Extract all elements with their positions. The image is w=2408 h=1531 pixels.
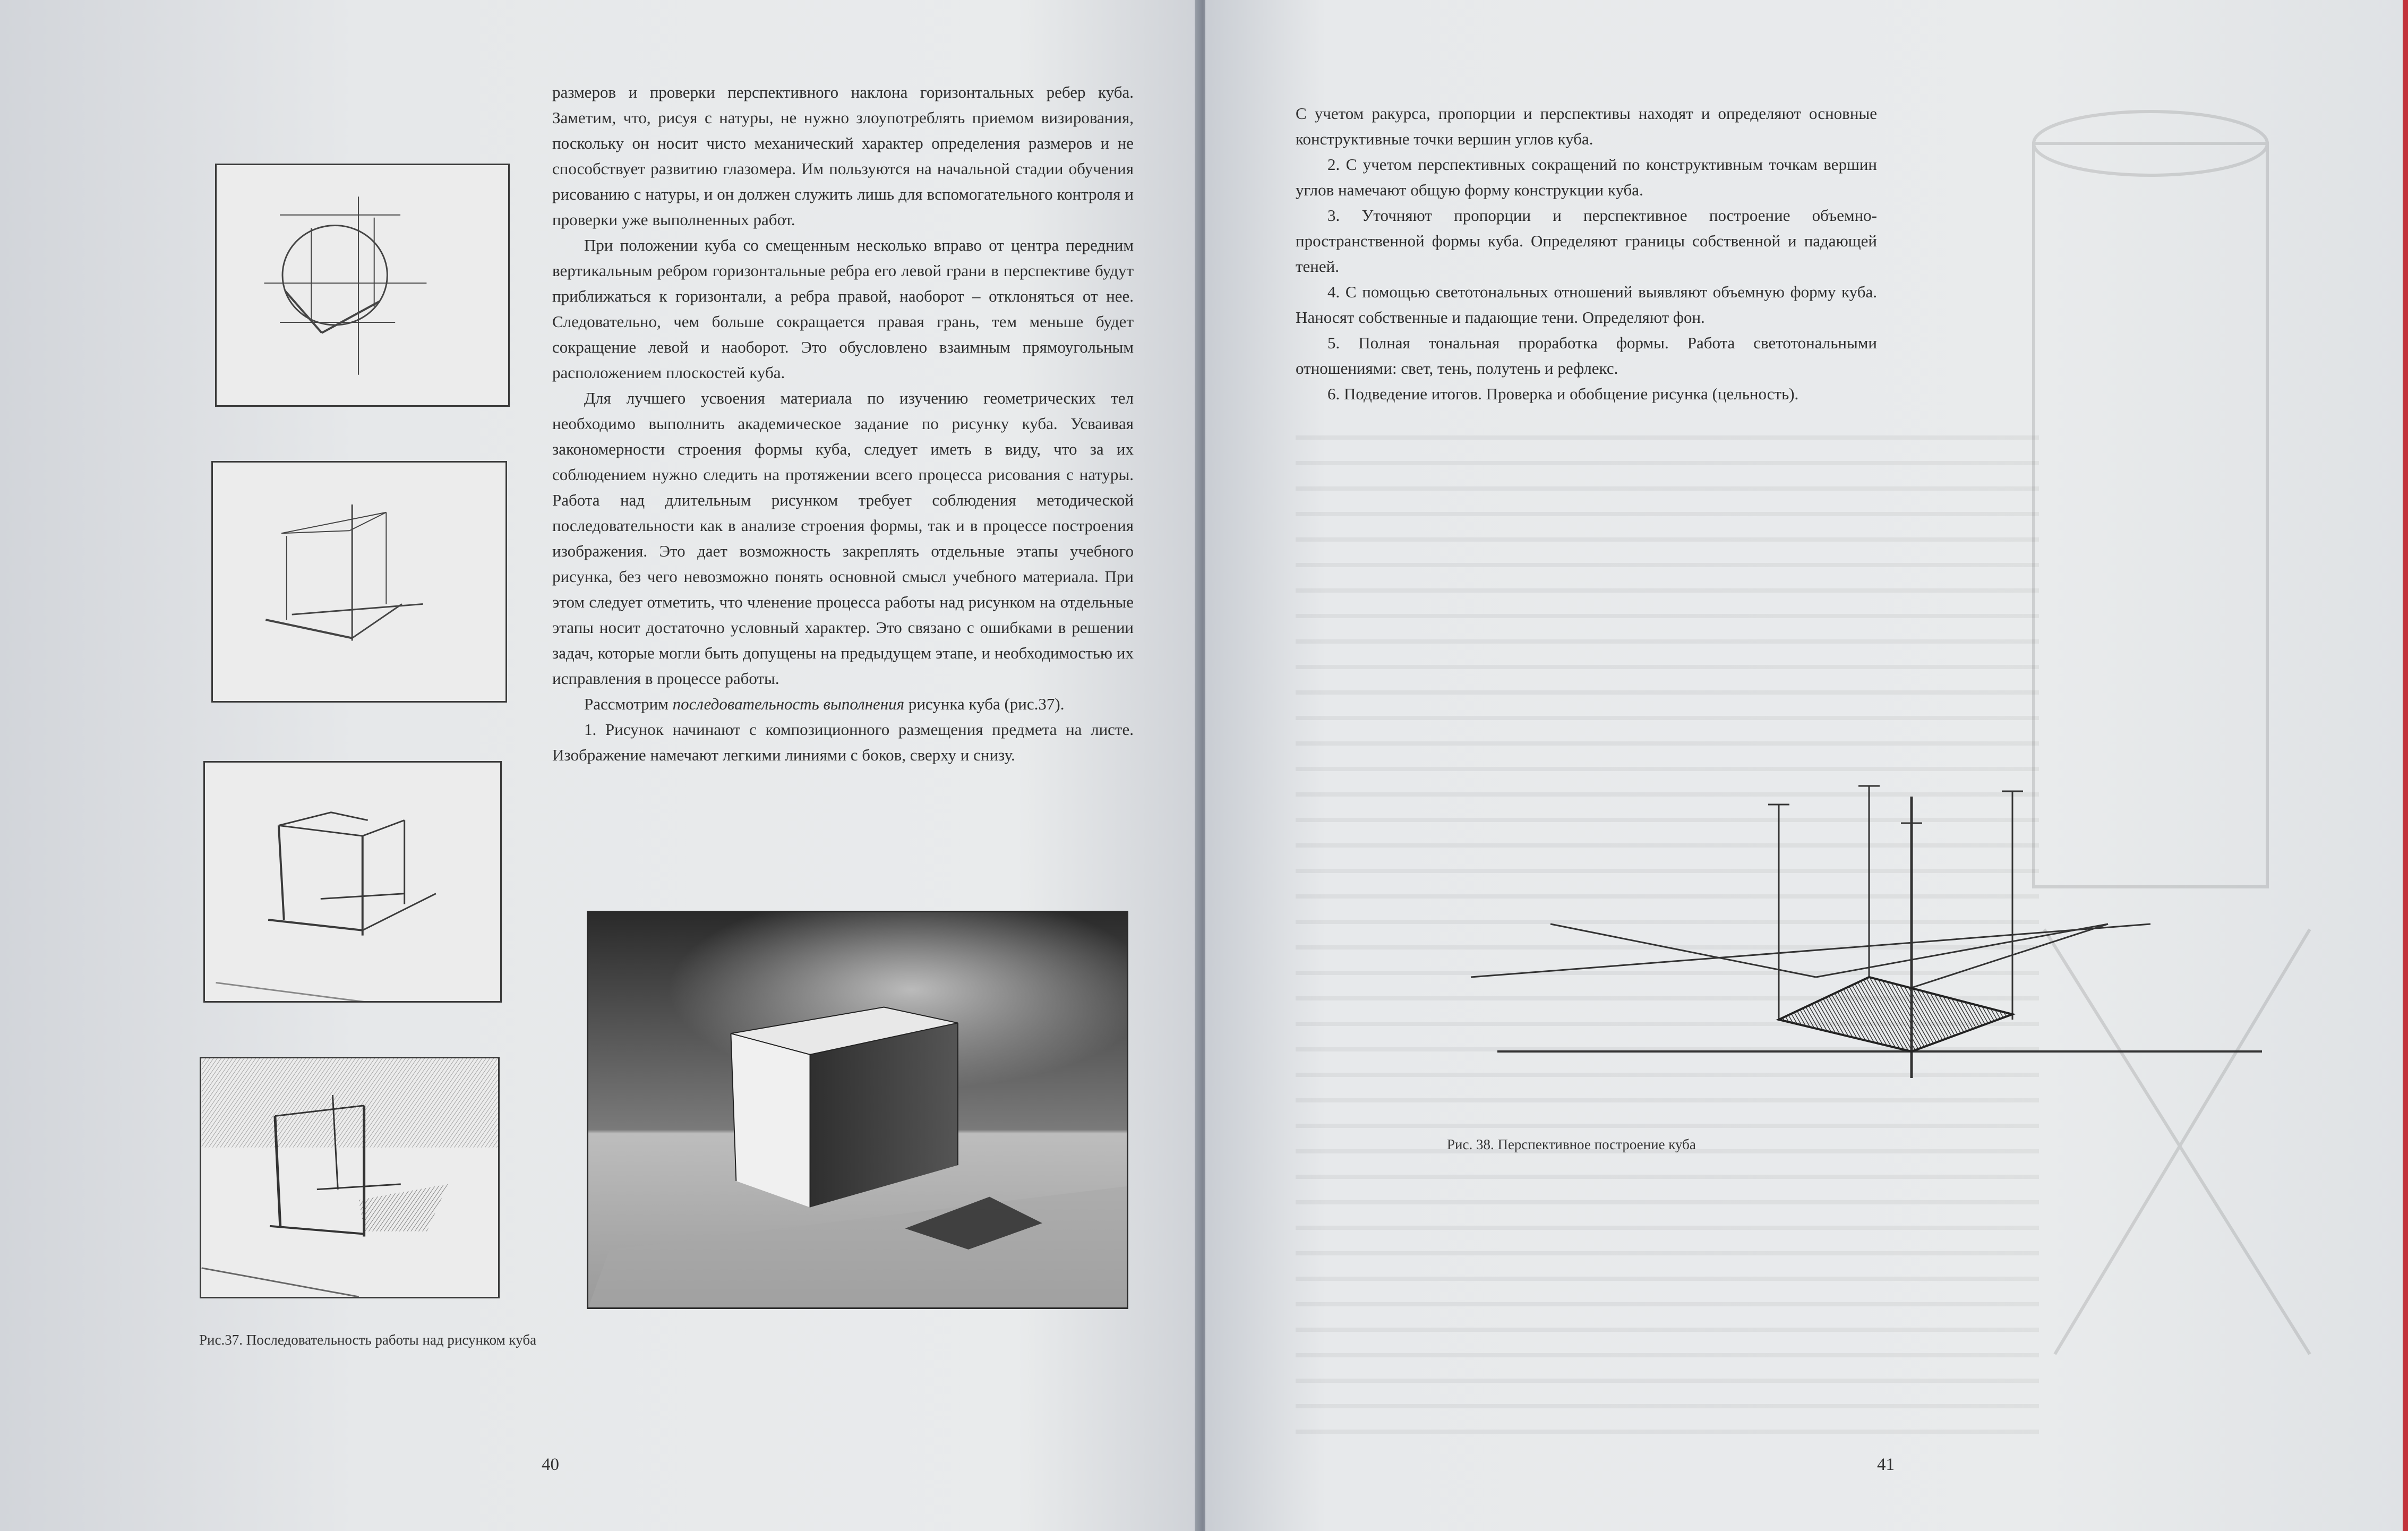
sketch-step-4-drawing: [201, 1058, 498, 1297]
sketch-step-2: [211, 461, 507, 703]
perspective-construction-diagram: [1338, 765, 2347, 1083]
sketch-step-1-drawing: [217, 165, 508, 405]
sketch-step-3: [203, 761, 502, 1003]
left-paragraph-2: При положении куба со смещенным несколько вправо от центра передним вертикальным ребром горизонтальные ребра его левой грани в перспективе будут приближаться к горизонтали, а ребра правой, наоборот – отклоняться от нее. Следовательно, чем больше сокращается правая грань, тем меньше будет сокращение левой и наоборот. Это обусловлено взаимным прямоугольным расположением плоскостей куба.: [552, 236, 1134, 382]
left-page: [0, 0, 1197, 1531]
left-paragraph-5: 1. Рисунок начинают с композиционного размещения предмета на листе. Изображение намечают легкими линиями с боков, сверху и снизу.: [552, 720, 1134, 764]
right-paragraph-5: 5. Полная тональная проработка формы. Работа светотональными отношениями: свет, тень, полутень и рефлекс.: [1296, 333, 1877, 378]
sketch-step-3-drawing: [205, 763, 500, 1001]
right-page-text: [1296, 101, 1877, 407]
right-paragraph-3: 3. Уточняют пропорции и перспективное построение объемно-пространственной формы куба. Определяют границы собственной и падающей теней.: [1296, 206, 1877, 276]
page-number-right: 41: [1877, 1455, 1895, 1474]
book-cover-edge: [2403, 0, 2408, 1531]
right-paragraph-1: С учетом ракурса, пропорции и перспективы находят и определяют основные конструктивные точки вершин углов куба.: [1296, 104, 1877, 148]
page-number-left: 40: [542, 1455, 559, 1474]
left-paragraph-4-prefix: Рассмотрим: [584, 695, 673, 713]
cube-tonal-drawing: [587, 911, 1128, 1309]
left-paragraph-4-suffix: рисунка куба (рис.37).: [904, 695, 1065, 713]
left-page-text: [552, 80, 1134, 768]
left-paragraph-4-italic: последовательность выполнения: [672, 695, 905, 713]
left-paragraph-3: Для лучшего усвоения материала по изучению геометрических тел необходимо выполнить академическое задание по рисунку куба. Усваивая закономерности строения формы куба, следует иметь в виду, что за их соблюдением нужно следить на протяжении всего процесса рисования с натуры. Работа над длительным рисунком требует соблюдения методической последовательности как в анализе строения формы, так и в процессе построения изображения. Это дает возможность закреплять отдельные этапы учебного рисунка, без чего невозможно понять основной смысл учебного материала. При этом следует отметить, что членение процесса работы над рисунком на отдельные этапы носит достаточно условный характер. Это связано с ошибками в решении задач, которые могли быть допущены на предыдущем этапе, и необходимостью их исправления в процессе работы.: [552, 389, 1134, 688]
right-paragraph-4: 4. С помощью светотональных отношений выявляют объемную форму куба. Наносят собственные и падающие тени. Определяют фон.: [1296, 283, 1877, 327]
left-paragraph-4: [552, 691, 1134, 717]
sketch-step-2-drawing: [213, 463, 505, 701]
right-paragraph-2: 2. С учетом перспективных сокращений по конструктивным точкам вершин углов намечают общую форму конструкции куба.: [1296, 155, 1877, 199]
left-paragraph-1: размеров и проверки перспективного наклона горизонтальных ребер куба. Заметим, что, рисуя с натуры, не нужно злоупотреблять приемом визирования, поскольку он носит чисто механический характер определения размеров и не способствует развитию глазомера. Им пользуются на начальной стадии обучения рисованию с натуры, и он должен служить лишь для вспомогательного контроля и проверки уже выполненных работ.: [552, 83, 1134, 229]
cube-tonal-drawing-art: [588, 912, 1127, 1307]
right-paragraph-6: 6. Подведение итогов. Проверка и обобщение рисунка (цельность).: [1327, 384, 1799, 403]
right-page: [1205, 0, 2408, 1531]
figure-37-caption: Рис.37. Последовательность работы над рисунком куба: [199, 1332, 537, 1348]
figure-38-caption: Рис. 38. Перспективное построение куба: [1447, 1136, 1696, 1152]
sketch-step-1: [215, 164, 510, 407]
sketch-step-4: [200, 1057, 500, 1298]
